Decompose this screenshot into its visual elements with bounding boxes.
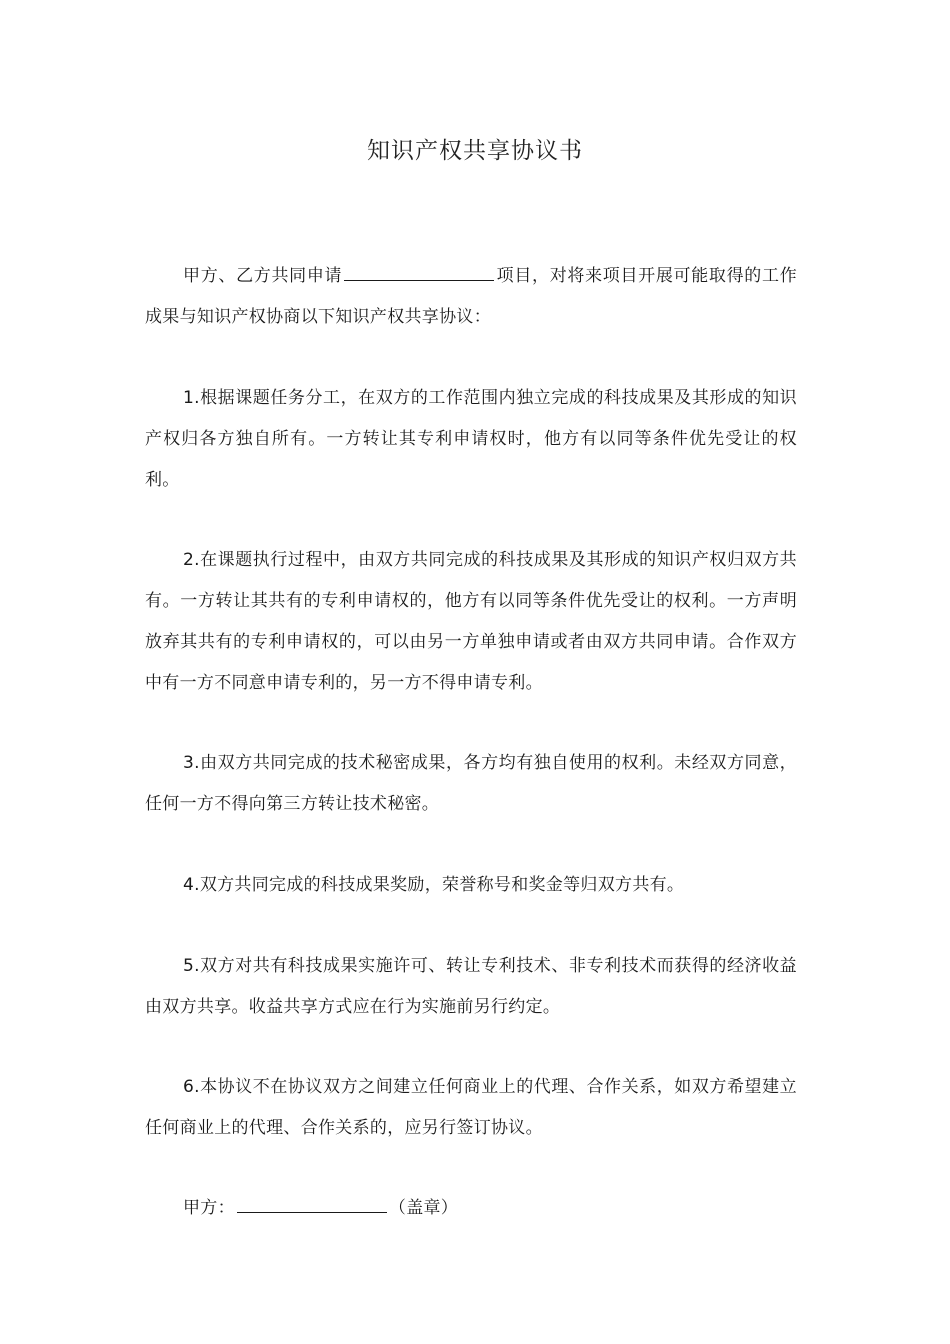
party-a-signature-line xyxy=(183,1188,458,1229)
project-name-blank[interactable] xyxy=(344,263,494,281)
document-title: 知识产权共享协议书 xyxy=(367,138,583,164)
clause-1: 1.根据课题任务分工，在双方的工作范围内独立完成的科技成果及其形成的知识产权归各方独自所有。一方转让其专利申请权时，他方有以同等条件优先受让的权利。 xyxy=(145,388,797,490)
clause-5: 5.双方对共有科技成果实施许可、转让专利技术、非专利技术而获得的经济收益由双方共享。收益共享方式应在行为实施前另行约定。 xyxy=(145,956,797,1017)
party-a-signature-blank[interactable] xyxy=(237,1195,387,1213)
intro-paragraph xyxy=(145,256,797,338)
intro-text-before: 甲方、乙方共同申请 xyxy=(183,266,343,286)
party-a-label: 甲方： xyxy=(183,1198,235,1218)
intro-text-after: 项目，对将来项目开展可能取得的工作成果与知识产权协商以下知识产权共享协议： xyxy=(145,266,797,327)
clause-2: 2.在课题执行过程中，由双方共同完成的科技成果及其形成的知识产权归双方共有。一方转让其共有的专利申请权的，他方有以同等条件优先受让的权利。一方声明放弃其共有的专利申请权的，可以由另一方单独申请或者由双方共同申请。合作双方中有一方不同意申请专利的，另一方不得申请专利。 xyxy=(145,550,797,693)
seal-note: （盖章） xyxy=(388,1198,459,1218)
clause-6: 6.本协议不在协议双方之间建立任何商业上的代理、合作关系，如双方希望建立任何商业上的代理、合作关系的，应另行签订协议。 xyxy=(145,1077,797,1138)
clause-4: 4.双方共同完成的科技成果奖励，荣誉称号和奖金等归双方共有。 xyxy=(183,875,685,895)
clause-3: 3.由双方共同完成的技术秘密成果，各方均有独自使用的权利。未经双方同意，任何一方不得向第三方转让技术秘密。 xyxy=(145,753,797,814)
